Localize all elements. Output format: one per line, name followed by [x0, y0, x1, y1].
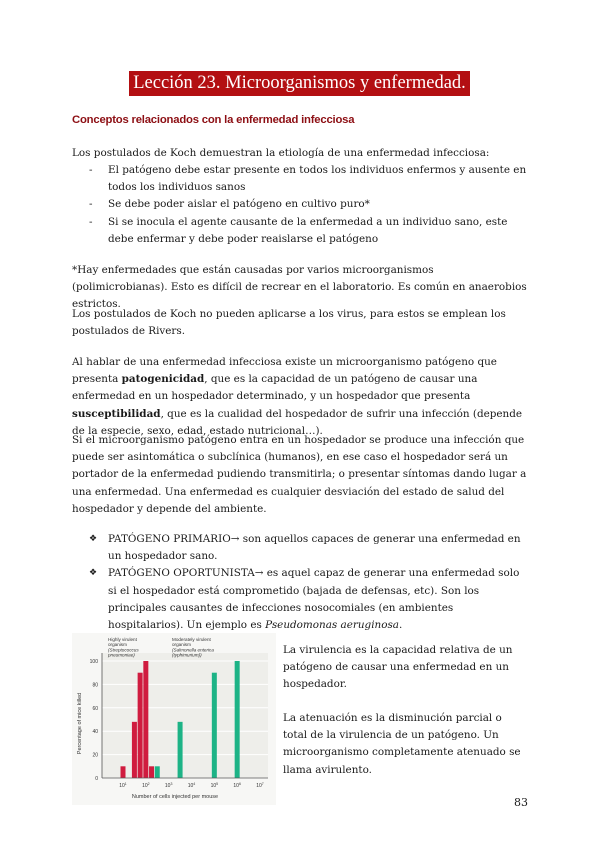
y-tick-label: 20: [92, 752, 98, 759]
y-tick-label: 0: [95, 776, 98, 782]
koch-postulates-list: [72, 162, 528, 248]
rivers-paragraph: Los postulados de Koch no pueden aplicarse a los virus, para estos se emplean los postulados de Rivers.: [72, 308, 506, 338]
chart-bar: [235, 661, 240, 778]
pathogenicity-paragraph: Al hablar de una enfermedad infecciosa existe un microorganismo patógeno que presenta patogenicidad, que es la capacidad de un patógeno de causar una enfermedad en un hospedador determinado, y un hospedador que presenta susceptibilidad, que es la cualidad del hospedador de sufrir una infección (depende de la especie, sexo, edad, estado nutricional…).: [72, 356, 523, 437]
legend-label-highly-virulent: pneumoniae): [108, 652, 135, 658]
y-tick-label: 80: [92, 682, 98, 689]
chart-bar: [155, 766, 160, 778]
page-number: 83: [514, 796, 528, 809]
koch-intro: Los postulados de Koch demuestran la etiología de una enfermedad infecciosa:: [72, 147, 490, 159]
x-tick-label: $10^5$: [210, 782, 219, 789]
page-title: Lección 23. Microorganismos y enfermedad.: [129, 71, 470, 96]
chart-bar: [132, 722, 137, 778]
chart-bar: [178, 722, 183, 778]
y-tick-label: 60: [92, 705, 98, 712]
list-item-primary: ❖ PATÓGENO PRIMARIO→ son aquellos capaces de generar una enfermedad en un hospedador sano.: [89, 533, 521, 563]
term-patogenicidad: patogenicidad: [121, 373, 205, 386]
chart-bar: [121, 766, 126, 778]
diamond-bullet-icon: ❖: [89, 534, 98, 544]
y-tick-label: 100: [89, 659, 98, 665]
pathogen-types-list: [72, 531, 528, 634]
x-tick-label: $10^4$: [187, 782, 196, 789]
dash-marker: -: [89, 164, 93, 176]
plot-area: [102, 653, 268, 778]
x-tick-label: $10^7$: [256, 782, 264, 789]
x-axis-label: Number of cells injected per mouse: [131, 794, 219, 800]
footnote-paragraph: *Hay enfermedades que están causadas por varios microorganismos (polimicrobianas). Esto es difícil de recrear en el laboratorio. Es común en anaerobios estrictos.: [72, 264, 527, 311]
x-tick-label: $10^2$: [142, 782, 150, 789]
legend-label-highly-virulent: organism: [108, 642, 127, 648]
chart-bar: [212, 673, 217, 778]
legend-label-moderately-virulent: organism: [172, 642, 191, 648]
dash-marker: -: [89, 198, 93, 211]
example-species: Pseudomonas aeruginosa: [265, 619, 400, 632]
x-tick-label: $10^3$: [164, 782, 173, 789]
attenuation-paragraph: La atenuación es la disminución parcial o total de la virulencia de un patógeno. Un microorganismo completamente atenuado se llama avirulento.: [283, 712, 521, 776]
legend-label-highly-virulent: (Streptococcus: [108, 647, 139, 653]
chart-bar: [149, 766, 154, 778]
infection-paragraph: Si el microorganismo patógeno entra en un hospedador se produce una infección que puede ser asintomática o subclínica (humanos), en ese caso el hospedador será un portador de la enfermedad pudiendo transmitirla; o presentar síntomas dando lugar a una enfermedad. Una enfermedad es cualquier desviación del estado de salud del hospedador y depende del ambiente.: [72, 434, 527, 515]
chart-bar: [143, 661, 148, 778]
list-item: - Se debe poder aislar el patógeno en cultivo puro*: [72, 196, 528, 213]
x-tick-label: $10^1$: [119, 782, 127, 789]
list-item: - El patógeno debe estar presente en todos los individuos enfermos y ausente en todos los individuos sanos: [89, 164, 527, 194]
y-axis-label: Percentage of mice killed: [77, 692, 83, 755]
chart-bar: [138, 673, 143, 778]
term-susceptibilidad: susceptibilidad: [72, 407, 161, 420]
y-tick-label: 40: [92, 729, 98, 736]
legend-label-highly-virulent: Highly virulent: [108, 637, 137, 642]
section-heading: Conceptos relacionados con la enfermedad infecciosa: [72, 114, 355, 126]
x-tick-label: $10^6$: [233, 782, 241, 789]
legend-label-moderately-virulent: (typhimurium)): [172, 652, 202, 658]
legend-label-moderately-virulent: Moderately virulent: [172, 637, 211, 642]
list-item: - Si se inocula el agente causante de la enfermedad a un individuo sano, este debe enfermar y debe poder reaislarse el patógeno: [89, 215, 508, 245]
legend-label-moderately-virulent: (Salmonella enterica: [172, 647, 214, 653]
list-item-opportunist: ❖ PATÓGENO OPORTUNISTA→ es aquel capaz de generar una enfermedad solo si el hospedador está comprometido (bajada de defensas, etc). Son los principales causantes de infecciones nosocomiales (en ambientes hospitalarios). Un ejemplo es Pseudomonas aeruginosa.: [89, 567, 520, 632]
dash-marker: -: [89, 215, 93, 228]
virulence-chart: [72, 633, 276, 805]
diamond-bullet-icon: ❖: [89, 568, 98, 579]
virulence-paragraph: La virulencia es la capacidad relativa de un patógeno de causar una enfermedad en un hospedador.: [283, 644, 513, 691]
